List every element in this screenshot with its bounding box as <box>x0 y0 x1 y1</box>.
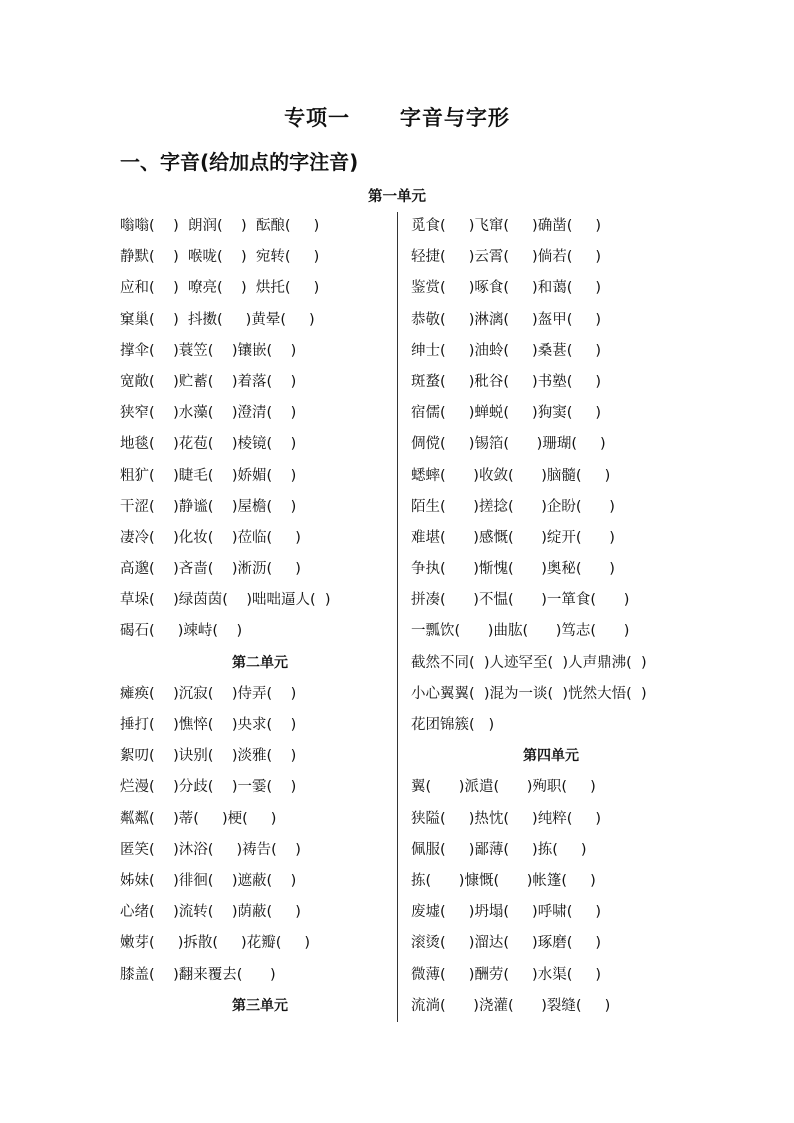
exercise-row: 嫩芽( )拆散( )花瓣( ) <box>120 935 311 952</box>
exercise-row: 微薄( )酬劳( )水渠( ) <box>411 966 602 983</box>
exercise-row: 捶打( )憔悴( )央求( ) <box>120 717 297 733</box>
unit-heading: 第四单元 <box>523 748 579 765</box>
exercise-row: 凄冷( )化妆( )莅临( ) <box>120 529 301 546</box>
exercise-row: 碣石( )竦峙( ) <box>120 623 243 640</box>
right-column <box>411 211 691 1022</box>
exercise-row: 绅士( )油蛉( )桑葚( ) <box>411 342 602 359</box>
unit-heading: 第二单元 <box>232 654 288 671</box>
exercise-row: 狭窄( )水藻( )澄清( ) <box>120 405 297 422</box>
exercise-row: 絮叨( )诀别( )淡雅( ) <box>120 748 297 765</box>
exercise-row: 撑伞( )蓑笠( )镶嵌( ) <box>120 342 297 359</box>
exercise-row: 流淌( )浇灌( )裂缝( ) <box>411 997 611 1014</box>
exercise-row: 高邈( )吝啬( )淅沥( ) <box>120 561 301 578</box>
exercise-row: 佩服( )鄙薄( )拣( ) <box>411 841 587 858</box>
exercise-row: 拣( )慷慨( )帐篷( ) <box>411 872 596 889</box>
page-title: 专项一 字音与字形 <box>284 106 510 130</box>
exercise-row: 恭敬( )淋漓( )盔甲( ) <box>411 311 602 328</box>
exercise-row: 嗡嗡( ) 朗润( ) 酝酿( ) <box>120 218 320 234</box>
exercise-row: 鉴赏( )啄食( )和蔼( ) <box>411 280 602 297</box>
exercise-row: 截然不同( )人迹罕至( )人声鼎沸( ) <box>411 654 647 671</box>
exercise-row: 草垛( )绿茵茵( )咄咄逼人( ) <box>120 592 331 609</box>
exercise-row: 轻捷( )云霄( )倘若( ) <box>411 249 602 266</box>
exercise-row: 狭隘( )热忱( )纯粹( ) <box>411 810 602 827</box>
exercise-row: 匿笑( )沐浴( )祷告( ) <box>120 841 301 858</box>
exercise-row: 废墟( )坍塌( )呼啸( ) <box>411 904 602 921</box>
exercise-row: 粼粼( )蒂( )梗( ) <box>120 810 277 827</box>
left-column <box>120 211 400 1022</box>
exercise-row: 粗犷( )睫毛( )娇媚( ) <box>120 467 297 484</box>
exercise-row: 陌生( )搓捻( )企盼( ) <box>411 498 615 515</box>
exercise-row: 觅食( )飞窜( )确凿( ) <box>411 218 602 234</box>
exercise-row: 烂漫( )分歧( )一霎( ) <box>120 779 297 796</box>
exercise-row: 地毯( )花苞( )棱镜( ) <box>120 436 297 453</box>
exercise-row: 小心翼翼( )混为一谈( )恍然大悟( ) <box>411 685 647 702</box>
exercise-row: 滚烫( )溜达( )琢磨( ) <box>411 935 602 952</box>
exercise-row: 拼凑( )不愠( )一箪食( ) <box>411 592 630 609</box>
exercise-row: 争执( )惭愧( )奥秘( ) <box>411 561 615 578</box>
exercise-row: 心绪( )流转( )荫蔽( ) <box>120 904 301 921</box>
unit-heading: 第一单元 <box>368 189 426 205</box>
exercise-row: 蟋蟀( )收敛( )脑髓( ) <box>411 467 611 484</box>
exercise-row: 姊妹( )徘徊( )遮蔽( ) <box>120 872 297 889</box>
exercise-row: 静默( ) 喉咙( ) 宛转( ) <box>120 249 320 266</box>
exercise-row: 花团锦簇( ) <box>411 717 495 733</box>
exercise-row: 宿儒( )蝉蜕( )狗窦( ) <box>411 405 602 422</box>
column-divider <box>397 212 398 1022</box>
exercise-row: 干涩( )静谧( )屋檐( ) <box>120 498 297 515</box>
exercise-row: 一瓢饮( )曲肱( )笃志( ) <box>411 623 630 640</box>
exercise-row: 瘫痪( )沉寂( )侍弄( ) <box>120 685 297 702</box>
exercise-row: 难堪( )感慨( )绽开( ) <box>411 529 615 546</box>
exercise-row: 斑蝥( )秕谷( )书塾( ) <box>411 373 602 390</box>
unit-heading: 第三单元 <box>232 997 288 1014</box>
exercise-row: 倜傥( )锡箔( )珊瑚( ) <box>411 436 606 453</box>
exercise-row: 应和( ) 嘹亮( ) 烘托( ) <box>120 280 320 297</box>
exercise-row: 翼( )派遣( )殉职( ) <box>411 779 596 796</box>
exercise-row: 膝盖( )翻来覆去( ) <box>120 966 276 983</box>
exercise-row: 窠巢( ) 抖擞( )黄晕( ) <box>120 311 315 328</box>
exercise-row: 宽敞( )贮蓄( )着落( ) <box>120 373 297 390</box>
section-heading: 一、字音(给加点的字注音) <box>120 150 359 174</box>
